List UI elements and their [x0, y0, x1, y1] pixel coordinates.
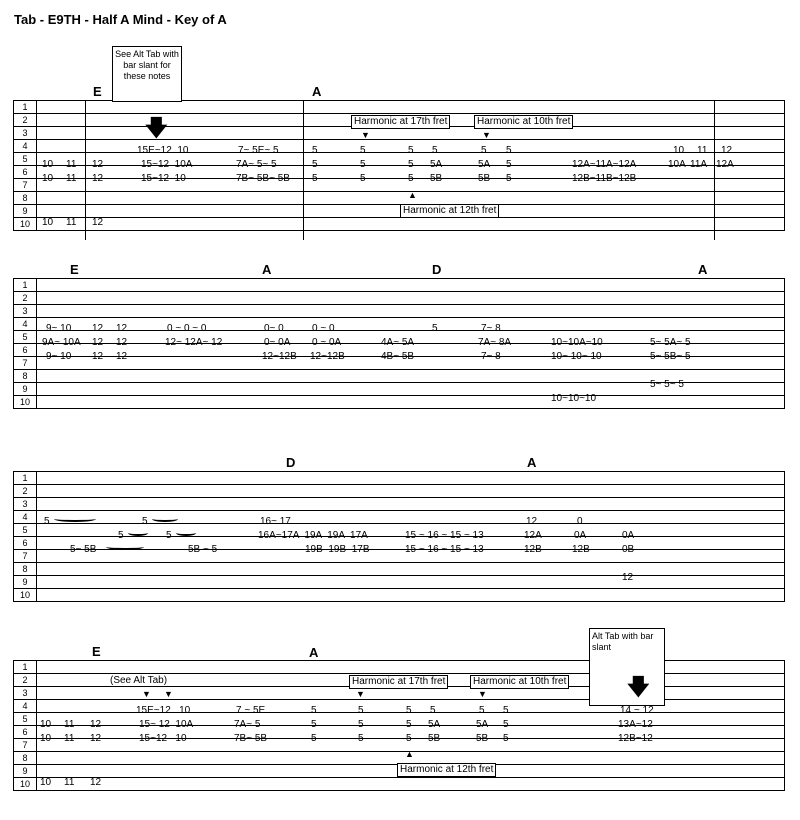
tab-note: 12A [524, 530, 542, 541]
up-marker-icon: ▲ [405, 749, 414, 759]
tab-note: 10 [40, 777, 52, 788]
up-marker-icon: ▲ [408, 190, 417, 200]
tab-note: 0 ~ 0 [312, 323, 335, 334]
string-row-5: 5 [13, 713, 785, 726]
down-marker-icon: ▼ [142, 689, 151, 699]
string-row-10: 10 [13, 778, 785, 791]
string-row-7: 7 [13, 550, 785, 563]
tab-note: 12~12B [262, 351, 297, 362]
tab-note: 5A [478, 159, 491, 170]
bar-line [714, 100, 715, 240]
tab-note: 10 [42, 173, 54, 184]
tab-note: 5B [428, 733, 441, 744]
string-row-2: 2 [13, 292, 785, 305]
tab-note: 5~ 5A~ 5 [650, 337, 691, 348]
tab-note: 16~ 17 [260, 516, 291, 527]
chord-label: A [698, 262, 708, 277]
string-row-7: 7 [13, 357, 785, 370]
chord-label: E [93, 84, 102, 99]
tab-note: 5 [406, 733, 412, 744]
tab-note: 15~12 10 [141, 173, 186, 184]
harmonic-10-label: Harmonic at 10th fret [474, 115, 573, 129]
chord-label: A [527, 455, 537, 470]
tab-note: 5B [476, 733, 489, 744]
string-row-8: 8 [13, 192, 785, 205]
string-row-7: 7 [13, 179, 785, 192]
tab-note: 5A [428, 719, 441, 730]
tab-note: 12~12B [310, 351, 345, 362]
string-row-10: 10 [13, 396, 785, 409]
tab-note: 7~ 8 [481, 323, 501, 334]
tab-note: 5 [312, 173, 318, 184]
tab-note: 12 [116, 323, 128, 334]
tab-note: 5 [358, 733, 364, 744]
tab-note: 5 [506, 173, 512, 184]
tab-note: 7~ 5E~ 5 [238, 145, 279, 156]
tab-note: 5~ 5~ 5 [650, 379, 684, 390]
bar-line [303, 100, 304, 240]
string-row-6: 6 [13, 166, 785, 179]
tab-note: 7A~ 8A [478, 337, 512, 348]
chord-label: D [432, 262, 442, 277]
string-row-2: 2 [13, 114, 785, 127]
string-row-3: 3 [13, 305, 785, 318]
tab-note: 11 [697, 145, 708, 156]
tab-note: 5 [430, 705, 436, 716]
string-row-1: 1 [13, 101, 785, 114]
tab-note: 5 [503, 705, 509, 716]
string-row-9: 9 [13, 383, 785, 396]
tab-note: 12 [92, 159, 104, 170]
tab-note: 7 ~ 5E [236, 705, 266, 716]
tab-note: 12 [116, 337, 128, 348]
string-row-6: 6 [13, 344, 785, 357]
tab-note: 5B ~ 5 [188, 544, 218, 555]
string-row-9: 9 [13, 576, 785, 589]
tab-note: 7B~ 5B [234, 733, 268, 744]
chord-label: A [312, 84, 322, 99]
tab-note: 5 [408, 159, 414, 170]
tab-note: 0 [577, 516, 583, 527]
tab-note: 12 [92, 217, 104, 228]
tab-note: 12 [92, 173, 104, 184]
down-arrow-icon: 🡇 [145, 115, 168, 140]
tab-note: 0~ 0 [264, 323, 284, 334]
tab-note: 5 [406, 705, 412, 716]
tab-note: 12 [90, 733, 102, 744]
tab-note: 5 [360, 173, 366, 184]
string-row-6: 6 [13, 726, 785, 739]
tab-note: 15~ 12 10A [139, 719, 194, 730]
tab-note: 13A~12 [618, 719, 653, 730]
tab-note: 5 [358, 719, 364, 730]
tab-note: 12B [524, 544, 542, 555]
tab-note: 0 ~ 0 ~ 0 [167, 323, 207, 334]
tab-note: 15 ~ 16 ~ 15 ~ 13 [405, 530, 484, 541]
chord-label: A [262, 262, 272, 277]
string-row-7: 7 [13, 739, 785, 752]
tab-note: 12B [572, 544, 590, 555]
page-title: Tab - E9TH - Half A Mind - Key of A [14, 12, 227, 27]
string-row-9: 9 [13, 205, 785, 218]
harmonic-12-label: Harmonic at 12th fret [400, 204, 499, 218]
string-row-1: 1 [13, 661, 785, 674]
down-marker-icon: ▼ [356, 689, 365, 699]
tab-note: 5B [430, 173, 443, 184]
vibrato-mark [54, 516, 96, 522]
tab-note: 5 [481, 145, 487, 156]
string-row-3: 3 [13, 687, 785, 700]
tab-note: 5 [312, 159, 318, 170]
alt-tab-note: Alt Tab with bar slant [589, 628, 665, 706]
down-marker-icon: ▼ [361, 130, 370, 140]
tab-note: 5 [432, 145, 438, 156]
string-row-5: 5 [13, 331, 785, 344]
tab-note: 5 [408, 173, 414, 184]
down-marker-icon: ▼ [482, 130, 491, 140]
string-row-4: 4 [13, 140, 785, 153]
string-row-3: 3 [13, 127, 785, 140]
tab-note: 5 [503, 719, 509, 730]
tab-note: 10~10A~10 [551, 337, 603, 348]
tab-grid [13, 471, 785, 602]
string-row-1: 1 [13, 472, 785, 485]
tab-note: 5 [311, 705, 317, 716]
chord-label: A [309, 645, 319, 660]
tab-note: 11 [64, 733, 75, 744]
chord-label: E [92, 644, 101, 659]
tab-note: 15E~12 10 [136, 705, 191, 716]
tab-note: 11 [66, 159, 77, 170]
tab-note: 4A~ 5A [381, 337, 415, 348]
tab-note: 11 [64, 719, 75, 730]
down-marker-icon: ▼ [164, 689, 173, 699]
tab-note: 14 ~ 12 [620, 705, 654, 716]
tab-note: 11 [64, 777, 75, 788]
tab-note: 11 [66, 173, 77, 184]
tab-note: 15E~12 10 [137, 145, 189, 156]
tab-note: 0~ 0A [264, 337, 291, 348]
vibrato-mark [152, 516, 178, 522]
tab-note: 12 [116, 351, 128, 362]
string-row-2: 2 [13, 674, 785, 687]
bar-line [85, 100, 86, 240]
tab-note: 15~12 10A [141, 159, 193, 170]
string-row-8: 8 [13, 370, 785, 383]
tab-note: 10 [40, 719, 52, 730]
tab-note: 5 [408, 145, 414, 156]
tab-note: 5 [44, 516, 50, 527]
tab-note: 12 [92, 337, 104, 348]
tab-note: 5 [479, 705, 485, 716]
tab-note: 5 [360, 159, 366, 170]
tab-note: 0A [574, 530, 587, 541]
tab-note: 12 [90, 777, 102, 788]
tab-note: 10 [673, 145, 685, 156]
string-row-10: 10 [13, 218, 785, 231]
tab-note: 12B~11B~12B [572, 173, 637, 184]
tab-note: 16A~17A 19A 19A 17A [258, 530, 368, 541]
tab-note: 5 [432, 323, 438, 334]
tab-note: 5 [118, 530, 124, 541]
tab-note: 11A [690, 159, 708, 170]
harmonic-12-label: Harmonic at 12th fret [397, 763, 496, 777]
tab-note: 5 [311, 719, 317, 730]
string-row-10: 10 [13, 589, 785, 602]
tab-note: 0 ~ 0A [312, 337, 342, 348]
tab-note: 5 [506, 145, 512, 156]
tab-note: 5B [478, 173, 491, 184]
tab-note: 12 [721, 145, 733, 156]
tab-note: 10 [42, 217, 54, 228]
tab-note: 10 [42, 159, 54, 170]
tab-note: 5 [311, 733, 317, 744]
tab-note: 10 [40, 733, 52, 744]
down-arrow-icon: 🡇 [627, 674, 650, 699]
tab-note: 5A [476, 719, 489, 730]
harmonic-17-label: Harmonic at 17th fret [349, 675, 448, 689]
tab-note: 12 [90, 719, 102, 730]
tab-note: 5 [406, 719, 412, 730]
tab-note: 5 [166, 530, 172, 541]
tab-note: 0A [622, 530, 635, 541]
tab-note: 10~10~10 [551, 393, 597, 404]
string-row-9: 9 [13, 765, 785, 778]
harmonic-10-label: Harmonic at 10th fret [470, 675, 569, 689]
tab-note: 12 [526, 516, 538, 527]
tab-note: 4B~ 5B [381, 351, 415, 362]
chord-label: E [70, 262, 79, 277]
tab-note: 5 [360, 145, 366, 156]
vibrato-mark [176, 530, 196, 536]
tab-note: 5 [358, 705, 364, 716]
tab-note: 15~12 10 [139, 733, 187, 744]
vibrato-mark [106, 544, 144, 550]
tab-note: 9~ 10 [46, 351, 72, 362]
tab-note: 5 [142, 516, 148, 527]
chord-label: D [286, 455, 296, 470]
vibrato-mark [128, 530, 148, 536]
tab-note: 9~ 10 [46, 323, 72, 334]
tab-note: 15 ~ 16 ~ 15 ~ 13 [405, 544, 484, 555]
tab-note: 12B~12 [618, 733, 653, 744]
tab-note: 5 [503, 733, 509, 744]
tab-note: 19B 19B 17B [305, 544, 370, 555]
tab-note: 0B [622, 544, 635, 555]
string-row-1: 1 [13, 279, 785, 292]
string-row-3: 3 [13, 498, 785, 511]
tab-note: 5~ 5B [70, 544, 97, 555]
see-alt-tab-label: (See Alt Tab) [110, 675, 168, 686]
string-row-8: 8 [13, 752, 785, 765]
tab-note: 12 [92, 351, 104, 362]
string-row-5: 5 [13, 524, 785, 537]
tab-note: 10A [668, 159, 686, 170]
tab-note: 9A~ 10A [42, 337, 81, 348]
tab-note: 12A [716, 159, 734, 170]
tab-note: 5A [430, 159, 443, 170]
tab-note: 7A~ 5 [234, 719, 261, 730]
tab-note: 11 [66, 217, 77, 228]
tab-note: 5 [312, 145, 318, 156]
string-row-4: 4 [13, 511, 785, 524]
string-row-4: 4 [13, 700, 785, 713]
tab-note: 7A~ 5~ 5 [236, 159, 277, 170]
tab-note: 7~ 8 [481, 351, 501, 362]
string-row-6: 6 [13, 537, 785, 550]
tab-note: 5 [506, 159, 512, 170]
tab-note: 10~ 10~ 10 [551, 351, 602, 362]
tab-note: 12A~11A~12A [572, 159, 637, 170]
down-marker-icon: ▼ [478, 689, 487, 699]
tab-note: 5~ 5B~ 5 [650, 351, 691, 362]
tab-note: 12 [92, 323, 104, 334]
alt-tab-note: See Alt Tab with bar slant for these notes [112, 46, 182, 102]
tab-note: 12~ 12A~ 12 [165, 337, 223, 348]
string-row-5: 5 [13, 153, 785, 166]
tab-note: 7B~ 5B~ 5B [236, 173, 290, 184]
string-row-2: 2 [13, 485, 785, 498]
string-row-8: 8 [13, 563, 785, 576]
tab-note: 12 [622, 572, 634, 583]
harmonic-17-label: Harmonic at 17th fret [351, 115, 450, 129]
string-row-4: 4 [13, 318, 785, 331]
